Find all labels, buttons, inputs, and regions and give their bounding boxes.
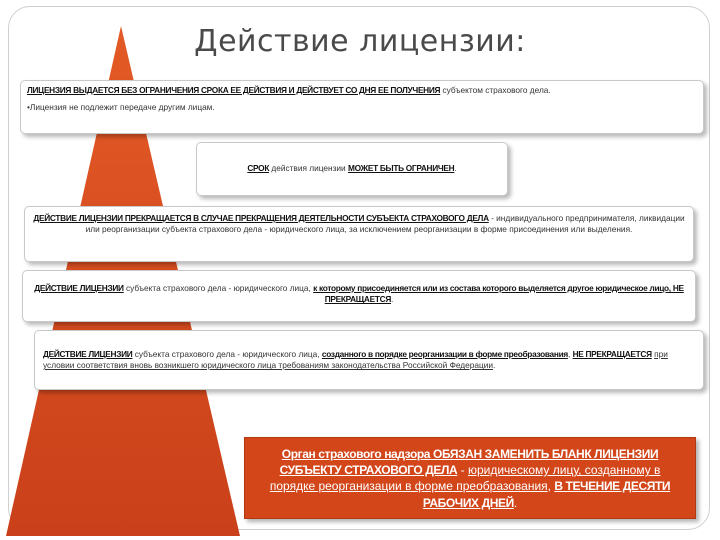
bullet-item: •Лицензия не подлежит передаче другим лицам.: [27, 102, 215, 113]
box-underlined-text: при условии соответствия вновь возникшего юридического лица требованиям законодательства Российской Федерации: [43, 349, 668, 371]
info-box-merger: [22, 270, 696, 322]
box-bold-text: В ТЕЧЕНИЕ ДЕСЯТИ РАБОЧИХ ДНЕЙ: [422, 479, 671, 510]
info-box-term-limited: [196, 142, 508, 196]
box-bold-text: ДЕЙСТВИЕ ЛИЦЕНЗИИ: [34, 283, 124, 293]
box-bold-text: МОЖЕТ БЫТЬ ОГРАНИЧЕН: [347, 163, 455, 173]
box-plain-text: .: [513, 495, 518, 510]
box-plain-text: .: [390, 294, 394, 305]
box-plain-text: субъектом страхового дела.: [440, 85, 551, 95]
box-bold-text: созданного в порядке реорганизации в форме преобразования: [321, 349, 568, 359]
box-underlined-text: юридическому лицу, созданному в порядке реорганизации в форме преобразования: [269, 463, 661, 494]
box-plain-text: .: [454, 163, 457, 173]
box-plain-text: действия лицензии: [269, 163, 348, 173]
box-text: [27, 85, 697, 96]
box-bold-text: ЛИЦЕНЗИЯ ВЫДАЕТСЯ БЕЗ ОГРАНИЧЕНИЯ СРОКА ЕЕ ДЕЙСТВИЯ И ДЕЙСТВУЕТ СО ДНЯ ЕЕ ПОЛУЧЕНИЯ: [27, 85, 441, 95]
box-plain-text: ,: [567, 349, 573, 359]
info-box-termination: [24, 206, 694, 262]
box-plain-text: .: [493, 360, 496, 371]
slide-title: Действие лицензии:: [194, 24, 526, 59]
box-plain-text: субъекта страхового дела - юридического лица,: [123, 283, 314, 293]
box-bold-text: Орган страхового надзора ОБЯЗАН ЗАМЕНИТЬ БЛАНК ЛИЦЕНЗИИ СУБЪЕКТУ СТРАХОВОГО ДЕЛА: [279, 447, 659, 478]
box-bold-text: к которому присоединяется или из состава которого выделяется другое юридическое лицо, НЕ ПРЕКРАЩАЕТСЯ: [313, 283, 684, 305]
box-bold-text: НЕ ПРЕКРАЩАЕТСЯ: [572, 349, 652, 359]
info-box-transformation: [34, 330, 704, 390]
box-plain-text: - индивидуального предпринимателя, ликвидации или реорганизации субъекта страхового дела - юридического лица, за исключением реорганизации в форме присоединения или выделения.: [85, 213, 685, 235]
info-box-unlimited-term: [20, 80, 704, 134]
box-bold-text: ДЕЙСТВИЕ ЛИЦЕНЗИИ ПРЕКРАЩАЕТСЯ В СЛУЧАЕ ПРЕКРАЩЕНИЯ ДЕЯТЕЛЬНОСТИ СУБЪЕКТА СТРАХОВОГО ДЕЛА: [33, 213, 489, 223]
box-bold-text: ДЕЙСТВИЕ ЛИЦЕНЗИИ: [43, 349, 133, 359]
box-plain-text: ,: [547, 479, 555, 494]
box-bold-text: СРОК: [247, 163, 270, 173]
box-plain-text: субъекта страхового дела - юридического лица,: [132, 349, 322, 359]
box-plain-text: -: [457, 463, 468, 478]
highlight-box-replace-license: [244, 437, 696, 519]
